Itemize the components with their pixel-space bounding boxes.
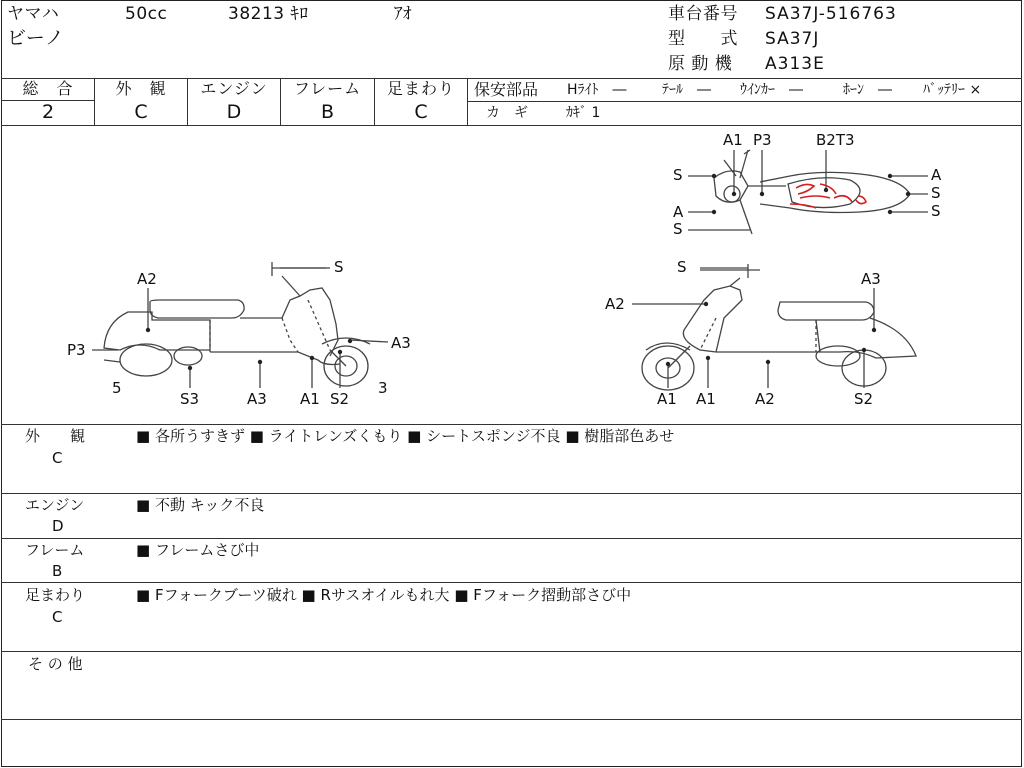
model-type-label: 型 式	[668, 29, 738, 49]
grade-suspension-value: C	[414, 101, 428, 123]
left-label-s: S	[334, 258, 344, 276]
top-label-s-right: S	[931, 184, 941, 202]
top-label-a1: A1	[723, 131, 743, 149]
left-label-p3: P3	[67, 341, 86, 359]
left-label-5: 5	[112, 379, 122, 397]
note-engine-text: ■ 不動 キック不良	[136, 496, 265, 514]
grade-total-label: 総 合	[22, 79, 74, 98]
grade-total-value: 2	[41, 101, 55, 123]
divider	[1, 719, 1022, 720]
note-frame-grade: B	[52, 562, 63, 580]
engine-type-label: 原 動 機	[668, 54, 733, 74]
safety-parts-label: 保安部品	[474, 80, 539, 99]
safety-headlight: Hﾗｲﾄ ―	[567, 82, 627, 98]
note-suspension-text: ■ Fフォークブーツ破れ ■ Rサスオイルもれ大 ■ Fフォーク摺動部さび中	[136, 586, 632, 604]
maker-name: ヤマハ	[7, 4, 60, 24]
top-label-p3: P3	[753, 131, 772, 149]
note-engine-grade: D	[52, 517, 64, 535]
grade-frame-value: B	[320, 101, 335, 123]
divider	[1, 493, 1022, 494]
right-label-s2: S2	[854, 390, 874, 408]
safety-horn: ﾎｰﾝ ―	[843, 82, 892, 98]
divider	[1, 538, 1022, 539]
right-label-a2: A2	[605, 295, 625, 313]
left-label-a3: A3	[247, 390, 267, 408]
right-label-a1-wheel: A1	[657, 390, 677, 408]
note-frame-text: ■ フレームさび中	[136, 541, 260, 559]
note-exterior-label: 外 観	[25, 427, 86, 445]
top-label-s-left: S	[673, 166, 683, 184]
grade-frame-label: フレーム	[293, 79, 362, 98]
left-label-a2: A2	[137, 270, 157, 288]
displacement: 50cc	[125, 4, 168, 24]
note-engine-label: エンジン	[25, 496, 85, 514]
left-label-a3-front: A3	[391, 334, 411, 352]
top-label-b2t3: B2T3	[816, 131, 855, 149]
frame-number: SA37J-516763	[765, 4, 897, 24]
key-value: ｶｷﾞ 1	[566, 105, 601, 121]
left-label-a1: A1	[300, 390, 320, 408]
right-label-a2-floor: A2	[755, 390, 775, 408]
mileage: 38213 ｷﾛ	[228, 4, 309, 24]
grade-exterior-value: C	[134, 101, 148, 123]
grade-engine-value: D	[226, 101, 242, 123]
safety-winker: ｳｲﾝｶｰ ―	[740, 82, 803, 98]
damage-scribble	[790, 184, 866, 208]
safety-taillight: ﾃｰﾙ ―	[662, 82, 711, 98]
engine-type: A313E	[765, 54, 825, 74]
left-label-3: 3	[378, 379, 388, 397]
divider	[1, 651, 1022, 652]
model-type: SA37J	[765, 29, 820, 49]
left-label-s3: S3	[180, 390, 200, 408]
note-other-label: そ の 他	[28, 655, 83, 673]
top-label-a-right: A	[931, 166, 942, 184]
note-suspension-label: 足まわり	[25, 586, 86, 604]
top-label-s-right2: S	[931, 202, 941, 220]
grade-engine-label: エンジン	[200, 79, 268, 98]
grade-exterior-label: 外 観	[115, 79, 167, 98]
key-label: カ ギ	[486, 105, 528, 121]
right-label-s: S	[677, 258, 687, 276]
body-color: ｱｵ	[394, 4, 412, 24]
frame-number-label: 車台番号	[668, 4, 738, 24]
right-label-a1: A1	[696, 390, 716, 408]
divider	[1, 582, 1022, 583]
top-label-s-left2: S	[673, 220, 683, 238]
note-exterior-text: ■ 各所うすきず ■ ライトレンズくもり ■ シートスポンジ不良 ■ 樹脂部色あせ	[136, 427, 675, 445]
scooter-top-view	[714, 150, 910, 234]
grade-suspension-label: 足まわり	[386, 79, 455, 98]
model-name: ビーノ	[7, 27, 65, 49]
left-label-s2: S2	[330, 390, 350, 408]
safety-battery: ﾊﾞｯﾃﾘｰ ×	[923, 82, 982, 98]
note-suspension-grade: C	[52, 608, 63, 626]
note-exterior-grade: C	[52, 449, 63, 467]
top-label-a-left: A	[673, 203, 684, 221]
note-frame-label: フレーム	[25, 541, 85, 559]
right-label-a3: A3	[861, 270, 881, 288]
